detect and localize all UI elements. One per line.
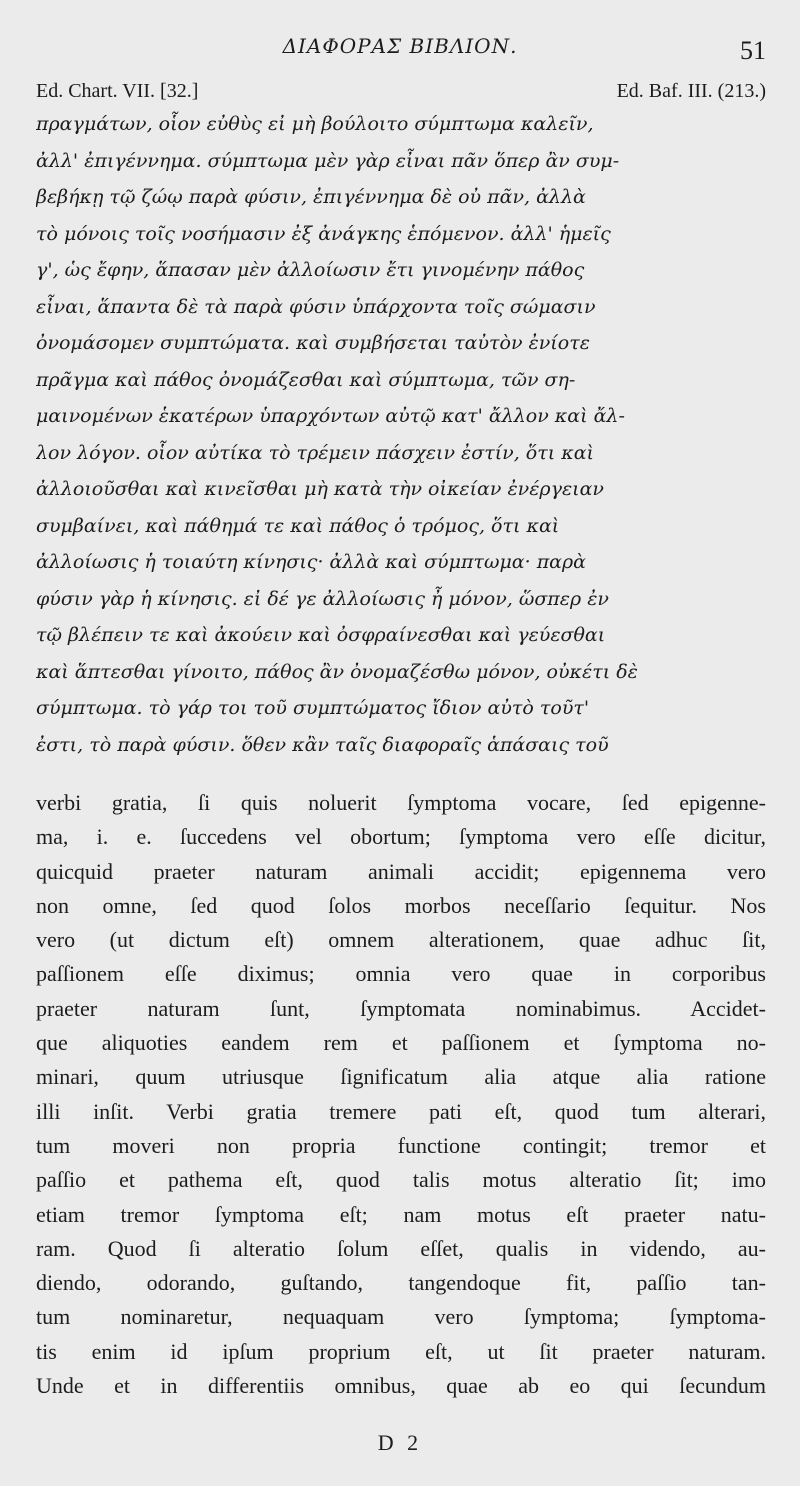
latin-line: minari, quum utriusque ſignificatum alia atque alia ratione	[36, 1064, 766, 1090]
greek-line: σύμπτωμα. τὸ γάρ τοι τοῦ συμπτώματος ἴδιον αὐτὸ τοῦτ'	[36, 697, 590, 719]
greek-line: τὸ μόνοις τοῖς νοσήμασιν ἐξ ἀνάγκης ἑπόμενον. ἀλλ' ἡμεῖς	[36, 222, 611, 245]
greek-line: μαινομένων ἑκατέρων ὑπαρχόντων αὐτῷ κατ' ἄλλον καὶ ἄλ-	[36, 405, 625, 427]
latin-line: praeter naturam ſunt, ſymptomata nominabimus. Accidet-	[36, 995, 766, 1021]
greek-line: φύσιν γὰρ ἡ κίνησις. εἰ δέ γε ἀλλοίωσις ἦ μόνον, ὥσπερ ἐν	[36, 587, 609, 610]
latin-line: illi inſit. Verbi gratia tremere pati eſt, quod tum alterari,	[36, 1098, 766, 1124]
latin-line: Unde et in differentiis omnibus, quae ab eo qui ſecundum	[36, 1373, 766, 1399]
latin-line: tum nominaretur, nequaquam vero ſymptoma; ſymptoma-	[36, 1304, 766, 1330]
greek-line: συμβαίνει, καὶ πάθημά τε καὶ πάθος ὁ τρόμος, ὅτι καὶ	[36, 514, 560, 537]
latin-line: verbi gratia, ſi quis noluerit ſymptoma vocare, ſed epigenne-	[36, 790, 766, 815]
signature-mark: D 2	[377, 1430, 423, 1455]
edition-reference-chartier: Ed. Chart. VII. [32.]	[36, 80, 199, 102]
latin-line: ma, i. e. ſuccedens vel obortum; ſymptoma vero eſſe dicitur,	[36, 824, 766, 850]
latin-line: paſſio et pathema eſt, quod talis motus alteratio ſit; imo	[36, 1167, 766, 1193]
greek-line: βεβήκῃ τῷ ζώῳ παρὰ φύσιν, ἐπιγέννημα δὲ οὐ πᾶν, ἀλλὰ	[36, 186, 586, 208]
greek-line: ἀλλ' ἐπιγέννημα. σύμπτωμα μὲν γὰρ εἶναι πᾶν ὅπερ ἂν συμ-	[36, 149, 620, 172]
greek-line: λον λόγον. οἷον αὐτίκα τὸ τρέμειν πάσχειν ἐστίν, ὅτι καὶ	[36, 441, 594, 464]
greek-line: τῷ βλέπειν τε καὶ ἀκούειν καὶ ὀσφραίνεσθαι καὶ γεύεσθαι	[36, 624, 606, 646]
latin-line: tis enim id ipſum proprium eſt, ut ſit praeter naturam.	[36, 1338, 766, 1364]
latin-line: etiam tremor ſymptoma eſt; nam motus eſt praeter natu-	[36, 1201, 766, 1227]
latin-line: ram. Quod ſi alteratio ſolum eſſet, qualis in videndo, au-	[36, 1235, 766, 1261]
latin-line: vero (ut dictum eſt) omnem alterationem, quae adhuc ſit,	[36, 927, 766, 953]
latin-line: non omne, ſed quod ſolos morbos neceſſario ſequitur. Nos	[36, 892, 766, 918]
running-title: ΔΙΑΦΟΡΑΣ ΒΙΒΛΙΟΝ.	[282, 34, 518, 58]
greek-line: πρᾶγμα καὶ πάθος ὀνομάζεσθαι καὶ σύμπτωμα, τῶν ση-	[36, 368, 576, 391]
latin-line: paſſionem eſſe diximus; omnia vero quae in corporibus	[36, 961, 766, 987]
greek-line: ἐστι, τὸ παρὰ φύσιν. ὅθεν κἂν ταῖς διαφοραῖς ἁπάσαις τοῦ	[36, 733, 609, 756]
edition-references	[36, 80, 766, 103]
latin-line: quicquid praeter naturam animali accidit; epigennema vero	[36, 858, 766, 884]
greek-line: ἀλλοίωσις ἡ τοιαύτη κίνησις· ἀλλὰ καὶ σύμπτωμα· παρὰ	[36, 551, 587, 573]
latin-text-block	[36, 786, 766, 1403]
greek-line: καὶ ἅπτεσθαι γίνοιτο, πάθος ἂν ὀνομαζέσθω μόνον, οὐκέτι δὲ	[36, 660, 638, 683]
greek-line: πραγμάτων, οἷον εὐθὺς εἰ μὴ βούλοιτο σύμπτωμα καλεῖν,	[36, 113, 594, 135]
greek-line: ἀλλοιοῦσθαι καὶ κινεῖσθαι μὴ κατὰ τὴν οἰκείαν ἐνέργειαν	[36, 478, 604, 500]
greek-line: εἶναι, ἅπαντα δὲ τὰ παρὰ φύσιν ὑπάρχοντα τοῖς σώμασιν	[36, 295, 596, 318]
edition-reference-basel: Ed. Baf. III. (213.)	[616, 80, 766, 102]
latin-line: que aliquoties eandem rem et paſſionem et ſymptoma no-	[36, 1030, 766, 1056]
greek-line: ὀνομάσομεν συμπτώματα. καὶ συμβήσεται ταὐτὸν ἐνίοτε	[36, 332, 590, 354]
latin-line: tum moveri non propria functione contingit; tremor et	[36, 1132, 766, 1158]
page-number: 51	[740, 36, 766, 65]
greek-text-block	[36, 106, 766, 763]
latin-line: diendo, odorando, guſtando, tangendoque fit, paſſio tan-	[36, 1270, 766, 1296]
greek-line: γ', ὡς ἔφην, ἅπασαν μὲν ἀλλοίωσιν ἔτι γινομένην πάθος	[36, 259, 585, 281]
